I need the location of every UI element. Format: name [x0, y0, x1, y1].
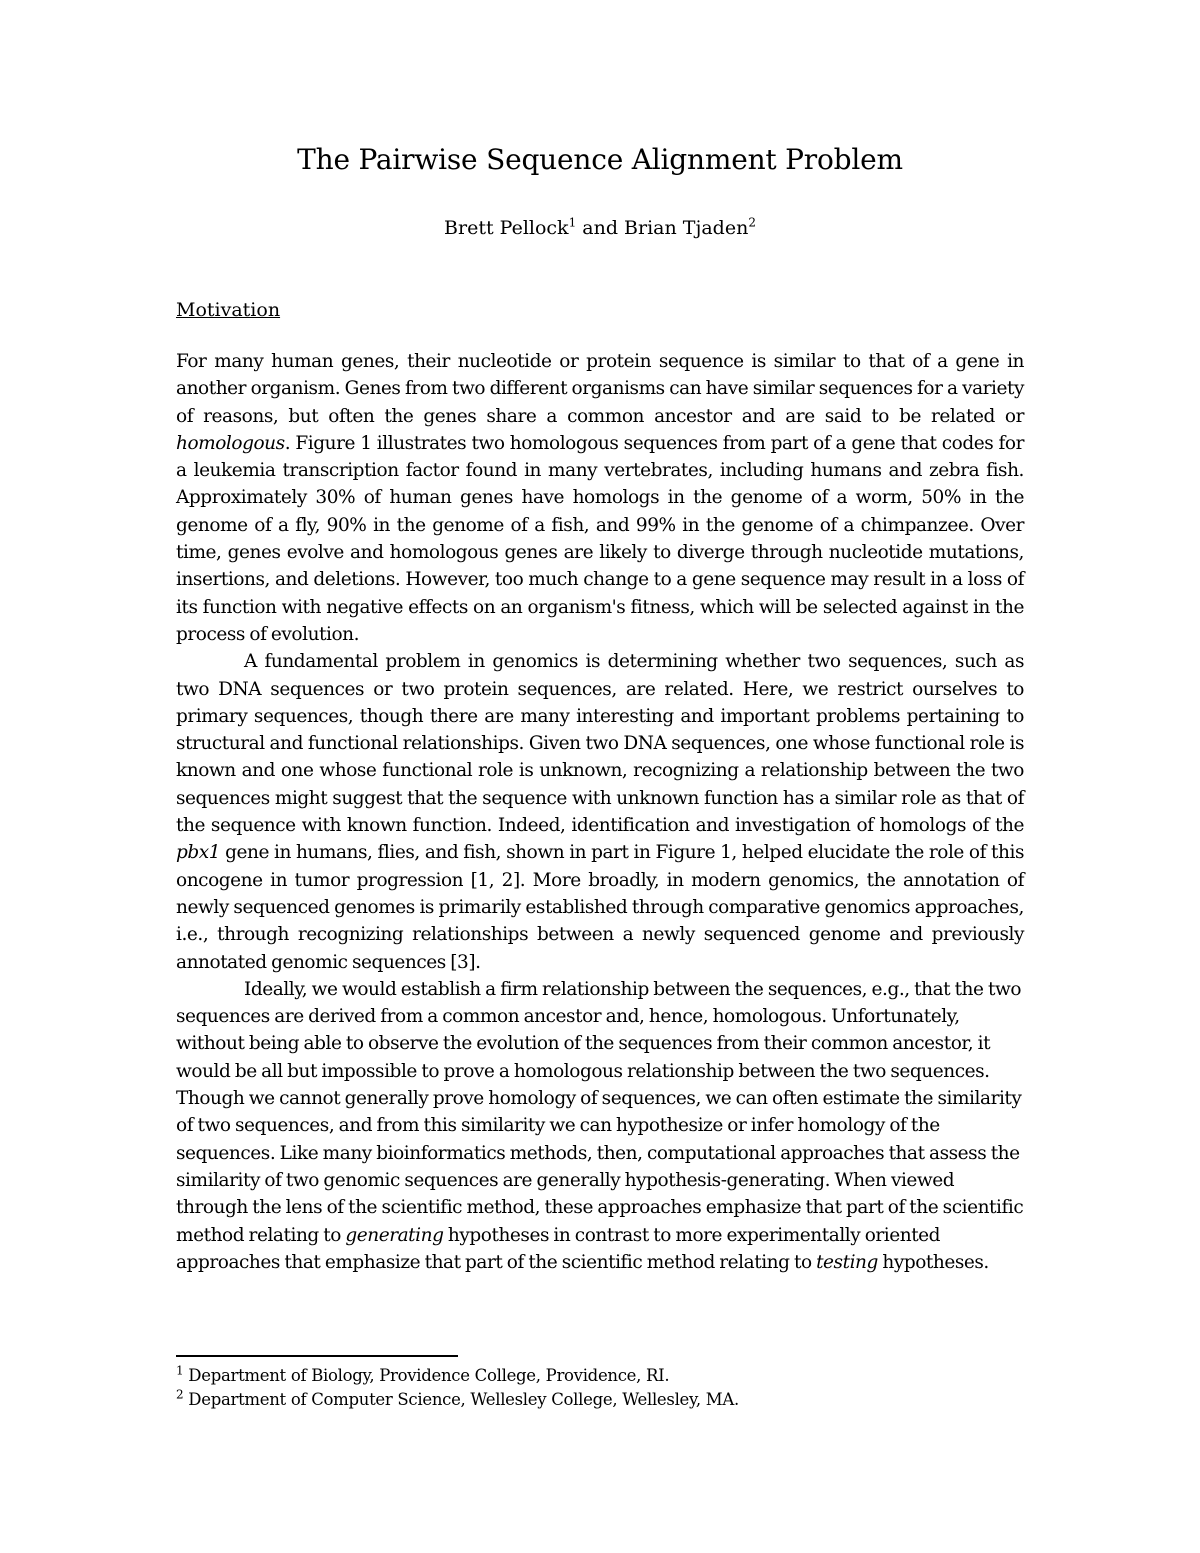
italic-term: homologous [176, 432, 285, 454]
text-run: For many human genes, their nucleotide or protein sequence is similar to that of a gene in another organism. Genes from two different organisms can have similar sequences for a variety of reasons, but often the genes share a common ancestor and are said to be related or [176, 351, 1024, 427]
footnote-marker: 1 [176, 1363, 184, 1378]
author-line [0, 214, 1200, 242]
author-name: Brian Tjaden [624, 217, 749, 239]
paragraph [176, 348, 1024, 648]
footnote [176, 1364, 739, 1388]
text-run: hypotheses in contrast to more experimentally oriented approaches that emphasize that part of the scientific method relating to [176, 1224, 941, 1273]
author-conjunction: and [582, 217, 618, 239]
footnotes [176, 1364, 739, 1412]
paragraph [176, 976, 1024, 1276]
body-text [176, 348, 1024, 1276]
footnote-marker: 1 [568, 215, 577, 230]
paragraph [176, 648, 1024, 976]
section-heading: Motivation [176, 299, 281, 321]
footnote-text: Department of Computer Science, Wellesley College, Wellesley, MA. [188, 1390, 739, 1409]
italic-term: generating [345, 1224, 444, 1246]
text-run: A fundamental problem in genomics is determining whether two sequences, such as two DNA sequences or two protein sequences, are related. Here, we restrict ourselves to primary sequences, though there are many interesting and important problems pertaining to structural and functional relationships. Given two DNA sequences, one whose functional role is known and one whose functional role is unknown, recognizing a relationship between the two sequences might suggest that the sequence with unknown function has a similar role as that of the sequence with known function. Indeed, identification and investigation of homologs of the [176, 651, 1024, 837]
footnote-marker: 2 [748, 215, 756, 230]
footnote-divider [176, 1355, 458, 1357]
footnote-text: Department of Biology, Providence College, Providence, RI. [188, 1366, 670, 1385]
text-run: gene in humans, flies, and fish, shown in part in Figure 1, helped elucidate the role of this oncogene in tumor progression [1, 2]. More broadly, in modern genomics, the annotation of newly sequenced genomes is primarily established through comparative genomics approaches, i.e., through recognizing relationships between a newly sequenced genome and previously annotated genomic sequences [3]. [176, 842, 1024, 973]
footnote [176, 1388, 739, 1412]
text-run: Ideally, we would establish a firm relationship between the sequences, e.g., that the two sequences are derived from a common ancestor and, hence, homologous. Unfortunately, without being able to observe the evolution of the sequences from their common ancestor, it would be all but impossible to prove a homologous relationship between the two sequences. Though we cannot generally prove homology of sequences, we can often estimate the similarity of two sequences, and from this similarity we can hypothesize or infer homology of the sequences. Like many bioinformatics methods, then, computational approaches that assess the similarity of two genomic sequences are generally hypothesis-generating. When viewed through the lens of the scientific method, these approaches emphasize that part of the scientific method relating to [176, 978, 1024, 1246]
italic-term: pbx1 [176, 842, 221, 864]
footnote-marker: 2 [176, 1387, 184, 1402]
author-name: Brett Pellock [444, 217, 569, 239]
paper-title: The Pairwise Sequence Alignment Problem [297, 143, 903, 176]
text-run: . Figure 1 illustrates two homologous sequences from part of a gene that codes for a leukemia transcription factor found in many vertebrates, including humans and zebra fish. Approximately 30% of human genes have homologs in the genome of a worm, 50% in the genome of a fly, 90% in the genome of a fish, and 99% in the genome of a chimpanzee. Over time, genes evolve and homologous genes are likely to diverge through nucleotide mutations, insertions, and deletions. However, too much change to a gene sequence may result in a loss of its function with negative effects on an organism's fitness, which will be selected against in the process of evolution. [176, 432, 1024, 645]
text-run: hypotheses. [877, 1251, 989, 1273]
italic-term: testing [816, 1251, 878, 1273]
